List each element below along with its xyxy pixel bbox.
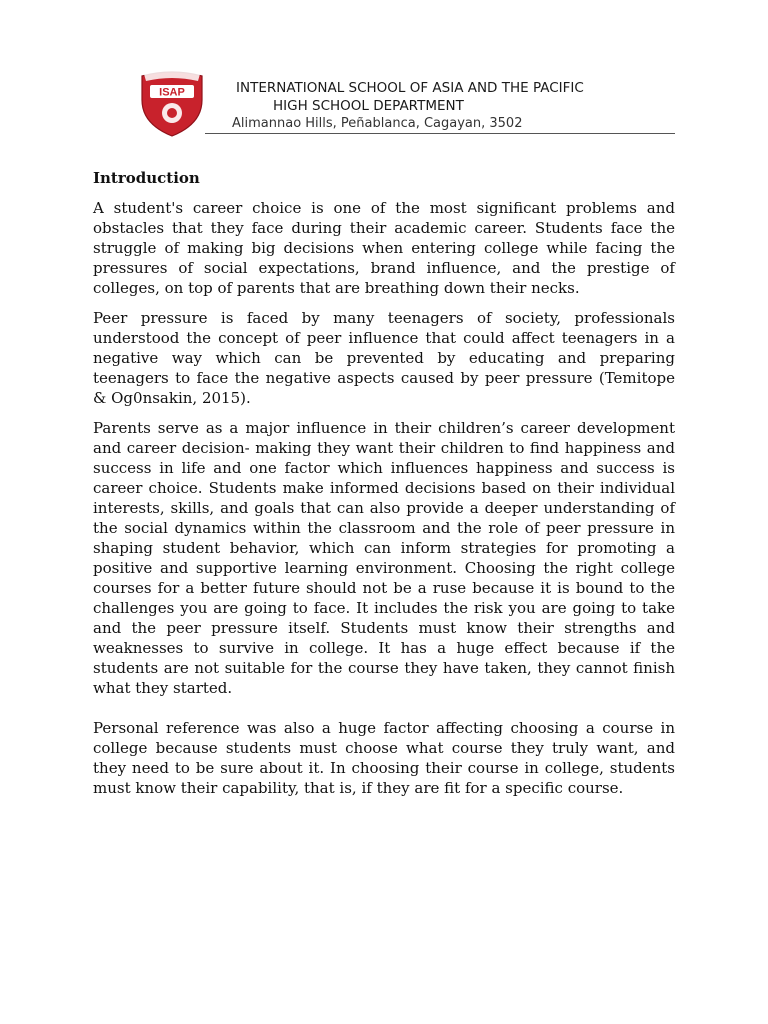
section-heading: Introduction: [93, 169, 200, 187]
header-divider: [205, 133, 675, 134]
document-body: [93, 168, 675, 808]
department-name: HIGH SCHOOL DEPARTMENT: [273, 98, 464, 114]
school-name: INTERNATIONAL SCHOOL OF ASIA AND THE PACIFIC: [236, 80, 584, 96]
paragraph-4: Personal reference was also a huge factor affecting choosing a course in college because students must choose what course they truly want, and they need to be sure about it. In choosing their course in college, students must know their capability, that is, if they are fit for a specific course.: [93, 719, 675, 797]
logo-emblem-inner-icon: [167, 108, 177, 118]
school-logo: [138, 70, 206, 138]
paragraph-1: A student's career choice is one of the most significant problems and obstacles that they face during their academic career. Students face the struggle of making big decisions when entering college while facing the pressures of social expectations, brand influence, and the prestige of colleges, on top of parents that are breathing down their necks.: [93, 199, 675, 297]
logo-text: ISAP: [159, 86, 185, 99]
paragraph-3: Parents serve as a major influence in their children’s career development and career decision- making they want their children to find happiness and success in life and one factor which influences happiness and success is career choice. Students make informed decisions based on their individual interests, skills, and goals that can also provide a deeper understanding of the social dynamics within the classroom and the role of peer pressure in shaping student behavior, which can inform strategies for promoting a positive and supportive learning environment. Choosing the right college courses for a better future should not be a ruse because it is bound to the challenges you are going to face. It includes the risk you are going to take and the peer pressure itself. Students must know their strengths and weaknesses to survive in college. It has a huge effect because if the students are not suitable for the course they have taken, they cannot finish what they started.: [93, 419, 675, 697]
school-address: Alimannao Hills, Peñablanca, Cagayan, 3502: [232, 116, 523, 131]
paragraph-2: Peer pressure is faced by many teenagers of society, professionals understood the concept of peer influence that could affect teenagers in a negative way which can be prevented by educating and preparing teenagers to face the negative aspects caused by peer pressure (Temitope & Og0nsakin, 2015).: [93, 309, 675, 407]
